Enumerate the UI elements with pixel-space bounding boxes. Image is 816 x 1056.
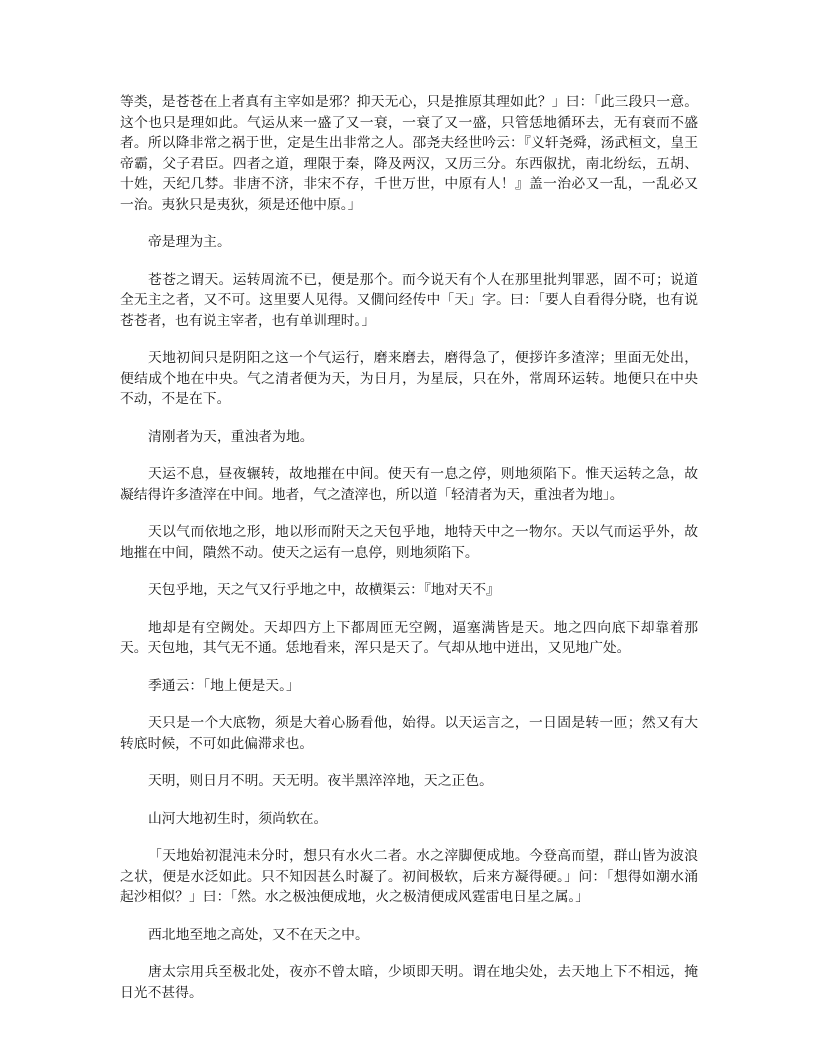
paragraph-7: 天以气而依地之形，地以形而附天之天包乎地，地特天中之一物尔。天以气而运乎外，故地摧在中间，隤然不动。使天之运有一息停，则地须陷下。 [120,524,698,561]
paragraph-11: 天只是一个大底物，须是大着心肠看他，始得。以天运言之，一日固是转一匝；然又有大转底时候，不可如此偏滞求也。 [120,715,698,752]
paragraph-5: 清刚者为天，重浊者为地。 [148,428,314,445]
paragraph-14: 「天地始初混沌未分时，想只有水火二者。水之滓脚便成地。今登高而望，群山皆为波浪之状，便是水泛如此。只不知因甚么时凝了。初间极软，后来方凝得硬。」问：「想得如潮水涌起沙相似？」曰：「然。水之极浊便成地，火之极清便成风霆雷电日星之属。」 [120,848,698,905]
paragraph-4: 天地初间只是阴阳之这一个气运行，磨来磨去，磨得急了，便拶许多渣滓；里面无处出，便结成个地在中央。气之清者便为天，为日月，为星辰，只在外，常周环运转。地便只在中央不动，不是在下。 [120,350,698,407]
paragraph-13: 山河大地初生时，须尚软在。 [148,810,328,827]
paragraph-9: 地却是有空阙处。天却四方上下都周匝无空阙，逼塞满皆是天。地之四向底下却靠着那天。天包地，其气无不通。恁地看来，浑只是天了。气却从地中迸出，又见地广处。 [120,619,698,656]
paragraph-12: 天明，则日月不明。天无明。夜半黑淬淬地，天之正色。 [148,773,493,789]
paragraph-8: 天包乎地，天之气又行乎地之中，故横渠云：『地对天不』 [148,582,500,598]
paragraph-16: 唐太宗用兵至极北处，夜亦不曾太暗，少顷即天明。谓在地尖处，去天地上下不相远，掩日光不甚得。 [120,964,698,1001]
paragraph-6: 天运不息，昼夜辗转，故地摧在中间。使天有一息之停，则地须陷下。惟天运转之急，故凝结得许多渣滓在中间。地者，气之渣滓也，所以道「轻清者为天，重浊者为地」。 [120,466,698,503]
paragraph-2: 帝是理为主。 [148,234,231,250]
paragraph-10: 季通云：「地上便是天。」 [148,677,300,694]
paragraph-15: 西北地至地之高处，又不在天之中。 [148,926,369,943]
paragraph-1: 等类，是苍苍在上者真有主宰如是邪？抑天无心，只是推原其理如此？」曰：「此三段只一意。这个也只是理如此。气运从来一盛了又一衰，一衰了又一盛，只管恁地循环去，无有衰而不盛者。所以降非常之祸于世，定是生出非常之人。邵尧夫经世吟云：『义轩尧舜，汤武桓文，皇王帝霸，父子君臣。四者之道，理限于秦，降及两汉，又历三分。东西俶扰，南北纷纭，五胡、十姓，天纪几棼。非唐不济，非宋不存，千世万世，中原有人！』盖一治必又一乱，一乱必又一治。夷狄只是夷狄，须是还他中原。」 [120,94,698,213]
paragraph-3: 苍苍之谓天。运转周流不已，便是那个。而今说天有个人在那里批判罪恶，固不可；说道全无主之者，又不可。这里要人见得。又僩问经传中「天」字。曰：「要人自看得分晓，也有说苍苍者，也有说主宰者，也有单训理时。」 [120,271,698,329]
document-page [120,92,698,1020]
